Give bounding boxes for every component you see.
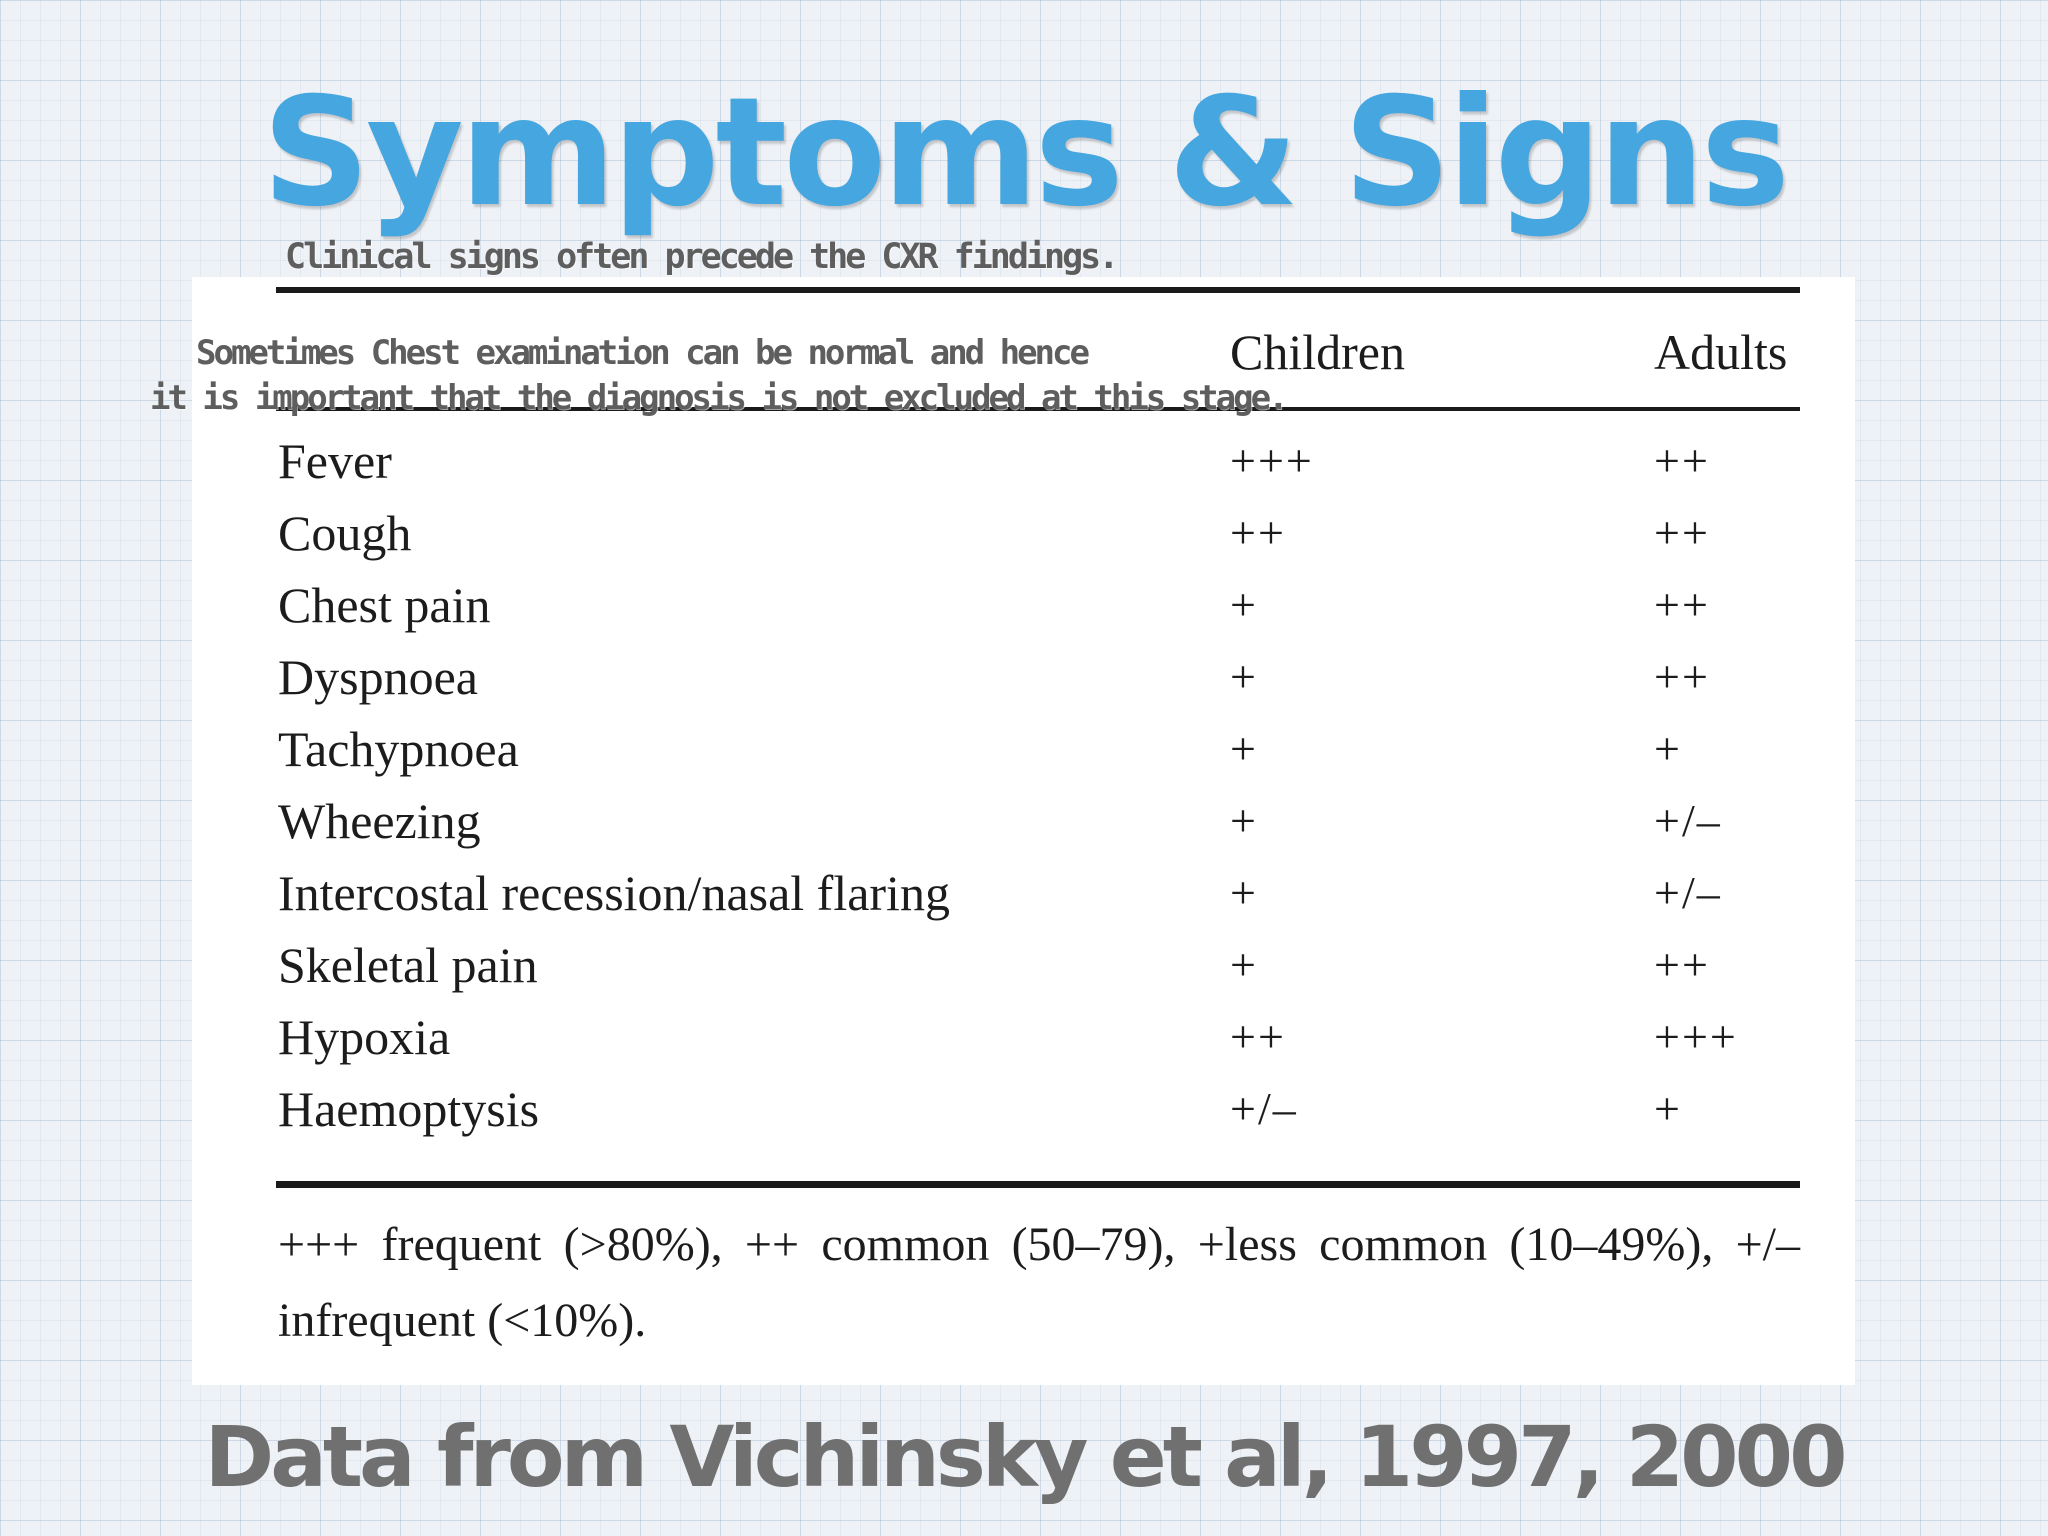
children-frequency: + xyxy=(1230,579,1258,630)
column-header-adults: Adults xyxy=(1654,324,1788,380)
symptom-name: Chest pain xyxy=(278,577,491,633)
source-caption: Data from Vichinsky et al, 1997, 2000 xyxy=(204,1408,1844,1506)
slide-title: Symptoms & Signs xyxy=(262,66,1786,240)
symptom-name: Dyspnoea xyxy=(278,649,478,705)
children-frequency: + xyxy=(1230,723,1258,774)
adults-frequency: +++ xyxy=(1654,1011,1738,1062)
symptom-name: Wheezing xyxy=(278,793,481,849)
adults-frequency: + xyxy=(1654,1083,1682,1134)
symptom-name: Skeletal pain xyxy=(278,937,538,993)
table-row xyxy=(192,932,1855,1004)
table-top-rule xyxy=(276,287,1800,293)
adults-frequency: ++ xyxy=(1654,939,1710,990)
table-row xyxy=(192,860,1855,932)
table-row xyxy=(192,644,1855,716)
adults-frequency: ++ xyxy=(1654,579,1710,630)
children-frequency: + xyxy=(1230,867,1258,918)
note-exam-line2: it is important that the diagnosis is not excluded at this stage. xyxy=(150,378,1286,418)
table-row xyxy=(192,788,1855,860)
children-frequency: ++ xyxy=(1230,1011,1286,1062)
symptom-name: Tachypnoea xyxy=(278,721,519,777)
children-frequency: +++ xyxy=(1230,435,1314,486)
table-legend: +++ frequent (>80%), ++ common (50–79), +less common (10–49%), +/– infrequent (<10%). xyxy=(278,1218,1800,1347)
symptom-name: Hypoxia xyxy=(278,1009,451,1065)
adults-frequency: + xyxy=(1654,723,1682,774)
table-bottom-rule xyxy=(276,1181,1800,1188)
adults-frequency: ++ xyxy=(1654,435,1710,486)
symptom-name: Cough xyxy=(278,505,412,561)
adults-frequency: +/– xyxy=(1654,795,1722,846)
children-frequency: + xyxy=(1230,651,1258,702)
adults-frequency: ++ xyxy=(1654,507,1710,558)
column-header-children: Children xyxy=(1230,324,1405,380)
symptoms-table xyxy=(192,277,1855,1385)
table-row xyxy=(192,1004,1855,1076)
table-row xyxy=(192,1076,1855,1148)
note-exam-line1: Sometimes Chest examination can be normal and hence xyxy=(196,333,1087,373)
symptom-name: Haemoptysis xyxy=(278,1081,540,1137)
note-cxr: Clinical signs often precede the CXR findings. xyxy=(285,237,1117,277)
table-row xyxy=(192,500,1855,572)
children-frequency: ++ xyxy=(1230,507,1286,558)
table-row xyxy=(192,428,1855,500)
table-row xyxy=(192,572,1855,644)
symptom-name: Fever xyxy=(278,433,392,489)
children-frequency: + xyxy=(1230,795,1258,846)
table-row xyxy=(192,716,1855,788)
children-frequency: +/– xyxy=(1230,1083,1298,1134)
adults-frequency: ++ xyxy=(1654,651,1710,702)
children-frequency: + xyxy=(1230,939,1258,990)
adults-frequency: +/– xyxy=(1654,867,1722,918)
symptom-name: Intercostal recession/nasal flaring xyxy=(278,865,950,921)
